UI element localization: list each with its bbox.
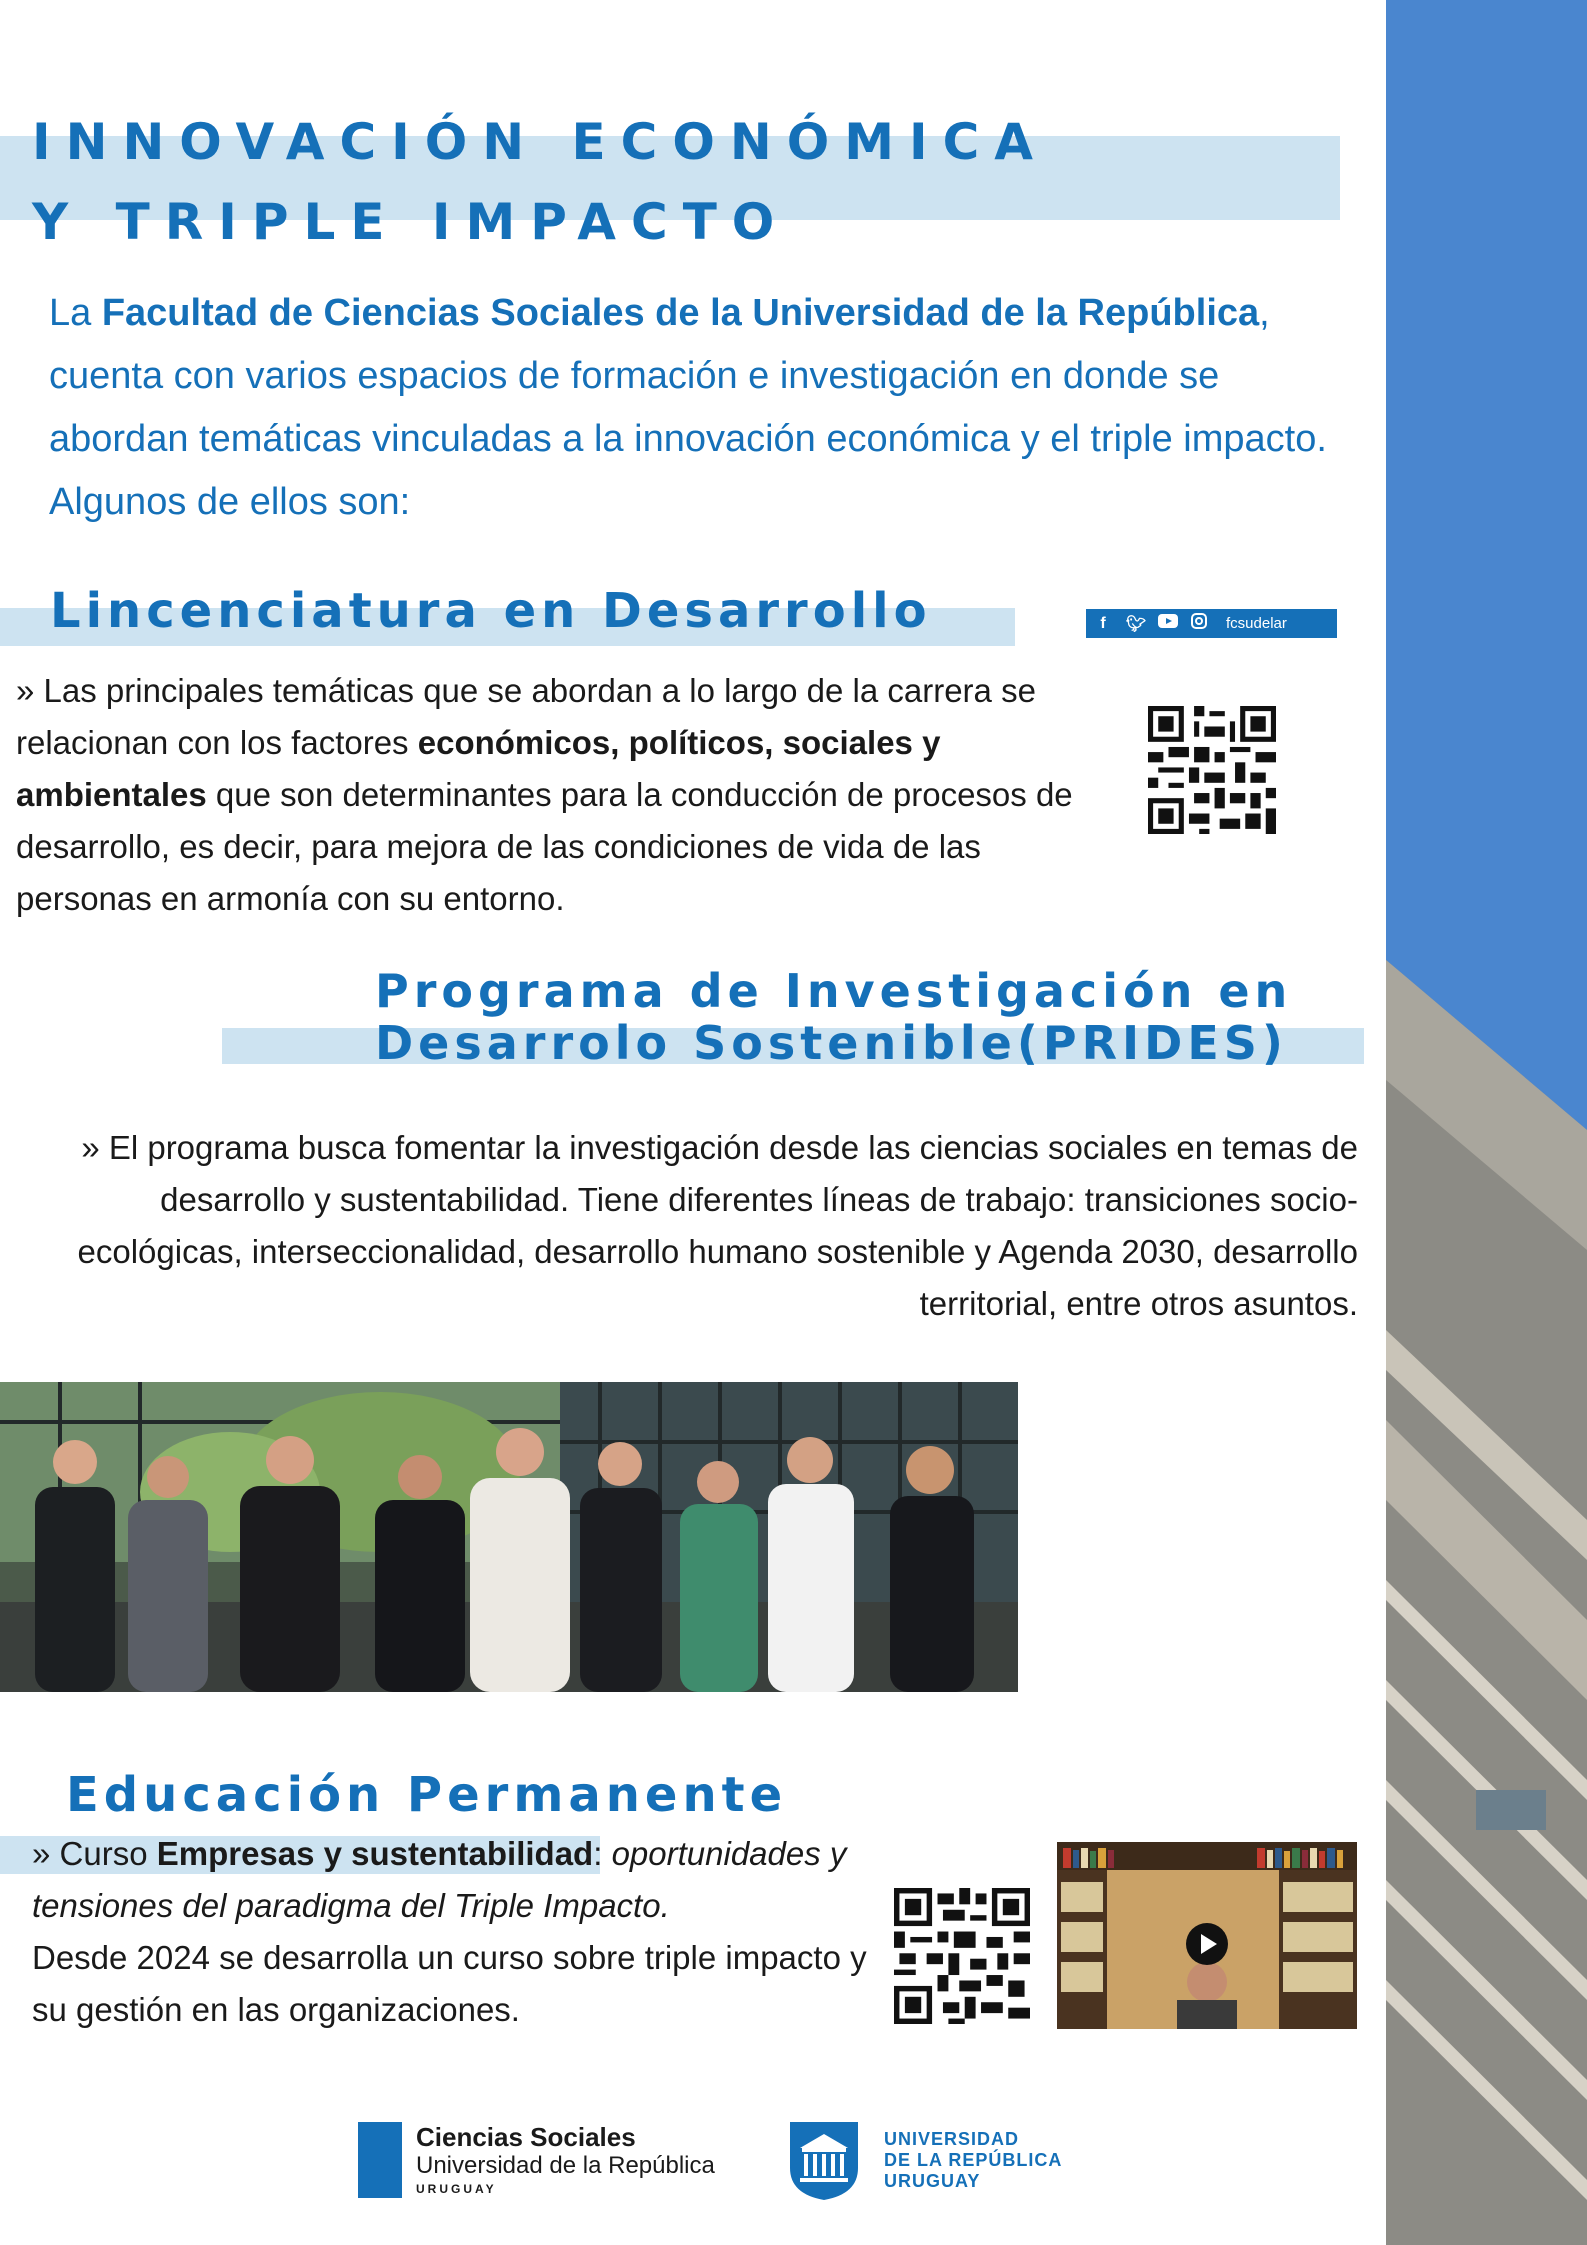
section3-text2: Desde 2024 se desarrolla un curso sobre triple impacto y su gestión en las organizaciones.	[32, 1939, 867, 2028]
youtube-icon[interactable]	[1158, 614, 1176, 633]
section1-text-b: que son determinantes para la conducción de procesos de desarrollo, es decir, para mejora de las condiciones de vida de las personas en armonía con su entorno.	[16, 776, 1073, 917]
facultad-logo-line3: URUGUAY	[416, 2182, 497, 2196]
section1-text-bold: económicos, políticos, sociales y ambientales	[16, 724, 941, 813]
intro-rest: , cuenta con varios espacios de formación e investigación en donde se abordan temáticas vinculadas a la innovación económica y el triple impacto. Algunos de ellos son:	[49, 292, 1327, 523]
page-title	[32, 102, 1048, 262]
section3-colon: :	[593, 1835, 612, 1872]
section2-title	[375, 965, 1292, 1069]
section1-title: Lincenciatura en Desarrollo	[50, 583, 932, 639]
instagram-icon[interactable]	[1190, 613, 1208, 634]
page-title-line2: Y TRIPLE IMPACTO	[32, 193, 790, 251]
decorative-building-photo	[1386, 0, 1587, 2245]
udelar-logo-line1: UNIVERSIDAD	[884, 2128, 1020, 2149]
udelar-logo-line2: DE LA REPÚBLICA	[884, 2149, 1063, 2170]
facultad-logo	[358, 2122, 715, 2198]
qr-code-icon[interactable]	[1148, 706, 1276, 834]
intro-faculty-name: Facultad de Ciencias Sociales de la Universidad de la República	[101, 292, 1260, 334]
twitter-icon[interactable]: 🐦︎	[1126, 615, 1147, 633]
social-bar	[1086, 609, 1337, 638]
section3-text	[32, 1828, 892, 2036]
facultad-logo-line2: Universidad de la República	[416, 2152, 715, 2179]
section2-title-line1: Programa de Investigación en	[375, 964, 1293, 1018]
intro-paragraph	[49, 282, 1359, 534]
udelar-logo-line3: URUGUAY	[884, 2170, 981, 2191]
social-handle: fcsudelar	[1226, 615, 1287, 632]
section2-text: » El programa busca fomentar la investigación desde las ciencias sociales en temas de desarrollo y sustentabilidad. Tiene diferentes líneas de trabajo: transiciones socio-ecológicas, interseccionalidad, desarrollo humano sostenible y Agenda 2030, desarrollo territorial, entre otros asuntos.	[77, 1129, 1358, 1322]
section1-text-a: » Las principales temáticas que se abordan a lo largo de la carrera se relacionan con los factores	[16, 672, 1036, 761]
facebook-icon[interactable]: f	[1100, 614, 1106, 632]
section2-title-line2: Desarrolo Sostenible(PRIDES)	[375, 1016, 1288, 1070]
facultad-logo-line1: Ciencias Sociales	[416, 2122, 636, 2152]
intro-prefix: La	[49, 292, 102, 334]
section3-title: Educación Permanente	[66, 1767, 788, 1823]
course-qr-code-icon[interactable]	[894, 1888, 1030, 2024]
udelar-logo	[786, 2118, 1062, 2202]
facultad-logo-mark-icon	[358, 2122, 402, 2198]
section1-text	[16, 665, 1076, 925]
section3-subtitle: oportunidades y tensiones del paradigma del Triple Impacto.	[32, 1835, 847, 1924]
team-group-photo	[0, 1382, 1018, 1692]
course-video-thumbnail[interactable]	[1057, 1842, 1357, 2029]
udelar-seal-icon	[786, 2118, 862, 2202]
section3-prefix: » Curso	[32, 1835, 157, 1872]
page-title-line1: INNOVACIÓN ECONÓMICA	[32, 113, 1048, 171]
section3-course-name: Empresas y sustentabilidad	[156, 1835, 594, 1872]
